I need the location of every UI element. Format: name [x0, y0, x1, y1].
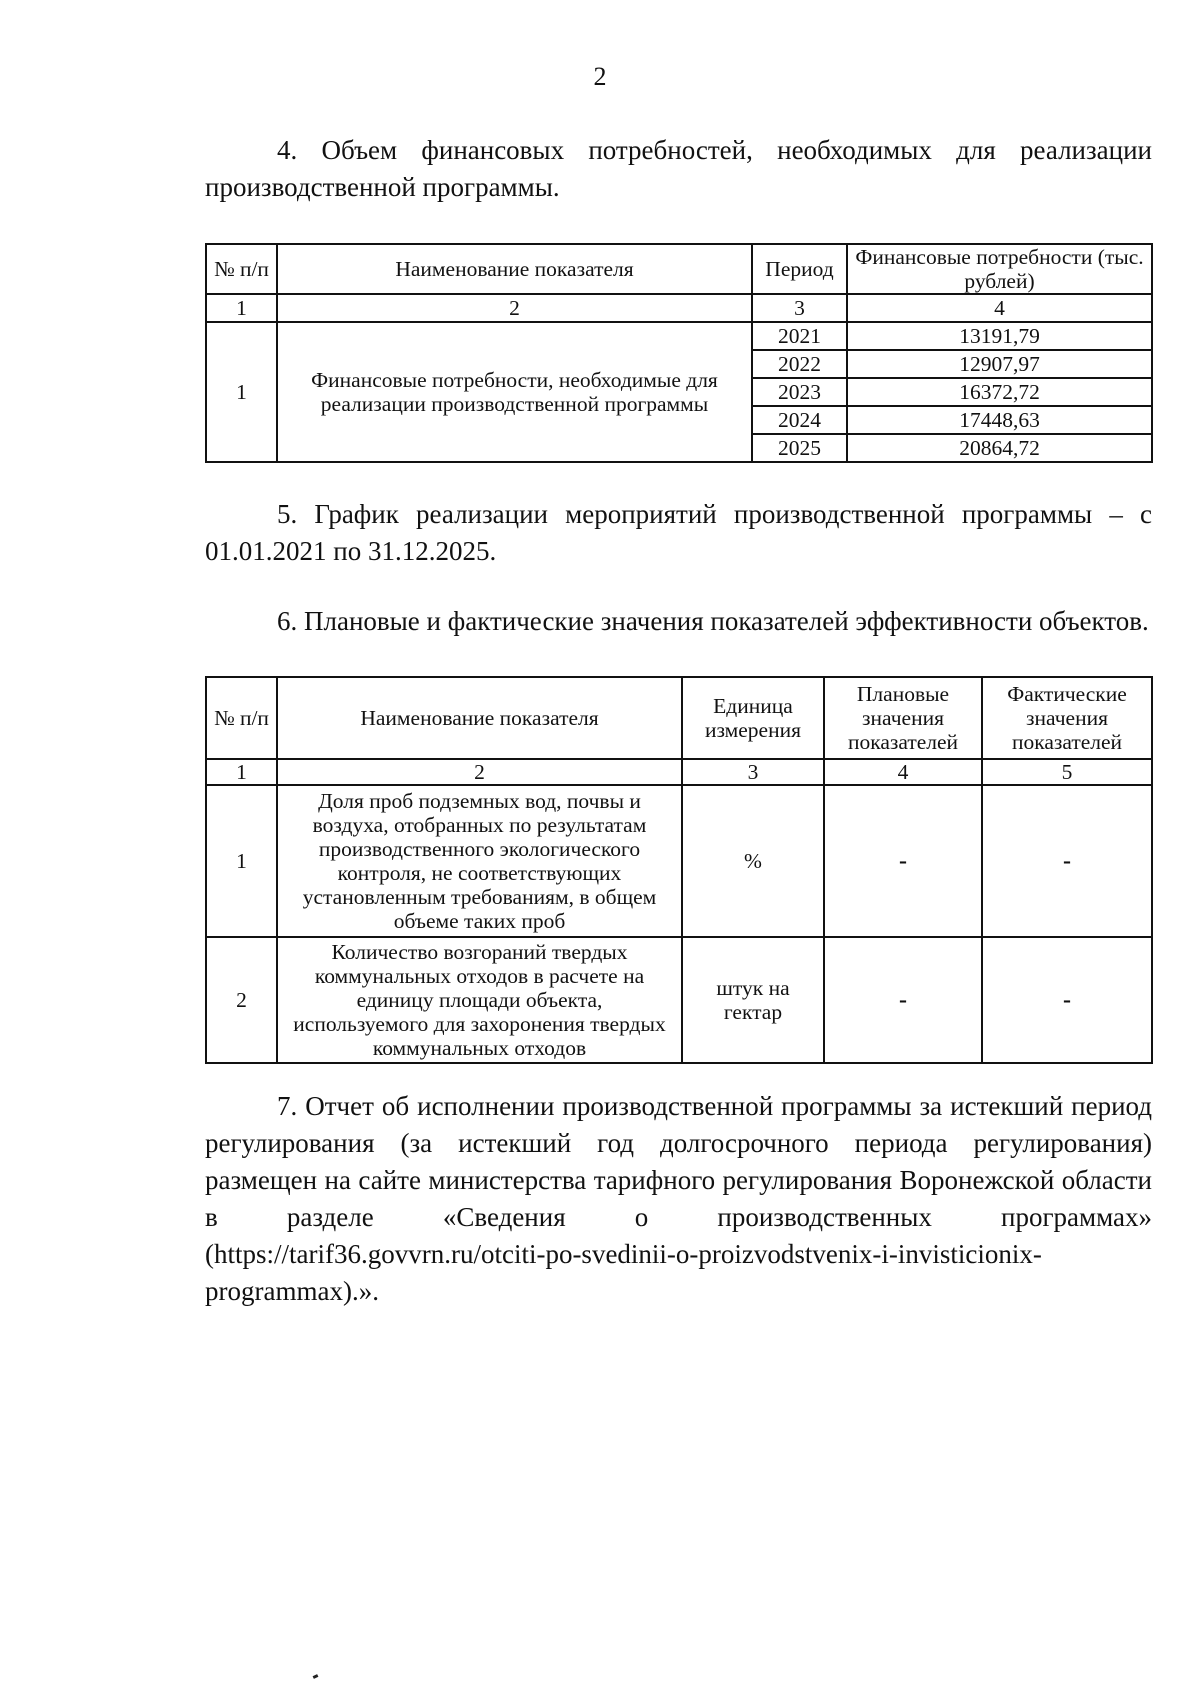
column-number: 1	[206, 759, 277, 785]
table-header-row	[206, 677, 1152, 759]
value-cell: 16372,72	[847, 378, 1152, 406]
period-cell: 2021	[752, 322, 847, 350]
period-cell: 2022	[752, 350, 847, 378]
column-number: 3	[682, 759, 824, 785]
section-5-paragraph	[205, 496, 1152, 570]
column-number: 1	[206, 294, 277, 322]
unit-cell: штук на гектар	[682, 937, 824, 1063]
actual-value: -	[982, 937, 1152, 1063]
value-cell: 12907,97	[847, 350, 1152, 378]
row-number: 1	[206, 322, 277, 462]
value-cell: 13191,79	[847, 322, 1152, 350]
section-6-paragraph	[205, 603, 1152, 640]
header-cell: Единица измерения	[682, 677, 824, 759]
header-cell: Наименование показателя	[277, 244, 752, 294]
section-7-paragraph	[205, 1088, 1152, 1310]
header-cell: Финансовые потребности (тыс. рублей)	[847, 244, 1152, 294]
value-cell: 20864,72	[847, 434, 1152, 462]
column-number-row	[206, 294, 1152, 322]
section-5-text: 5. График реализации мероприятий производственной программы – с 01.01.2021 по 31.12.2025.	[205, 499, 1152, 566]
section-4-text: 4. Объем финансовых потребностей, необходимых для реализации производственной программы.	[205, 135, 1152, 202]
column-number: 5	[982, 759, 1152, 785]
column-number: 3	[752, 294, 847, 322]
financial-needs-table	[205, 243, 1153, 463]
scan-mark	[313, 1674, 319, 1679]
section-4-paragraph	[205, 132, 1152, 206]
header-cell: Период	[752, 244, 847, 294]
column-number: 2	[277, 294, 752, 322]
header-cell: Фактические значения показателей	[982, 677, 1152, 759]
period-cell: 2024	[752, 406, 847, 434]
header-cell: Наименование показателя	[277, 677, 682, 759]
column-number: 4	[847, 294, 1152, 322]
planned-value: -	[824, 785, 982, 937]
column-number: 4	[824, 759, 982, 785]
period-cell: 2023	[752, 378, 847, 406]
indicator-name: Количество возгораний твердых коммунальных отходов в расчете на единицу площади объекта, используемого для захоронения твердых коммунальных отходов	[277, 937, 682, 1063]
unit-cell: %	[682, 785, 824, 937]
table-header-row	[206, 244, 1152, 294]
table-row	[206, 937, 1152, 1063]
column-number-row	[206, 759, 1152, 785]
value-cell: 17448,63	[847, 406, 1152, 434]
efficiency-indicators-table	[205, 676, 1153, 1064]
section-6-text: 6. Плановые и фактические значения показателей эффективности объектов.	[277, 606, 1149, 636]
header-cell: № п/п	[206, 244, 277, 294]
indicator-name: Доля проб подземных вод, почвы и воздуха, отобранных по результатам производственного экологического контроля, не соответствующих установленным требованиям, в общем объеме таких проб	[277, 785, 682, 937]
table-row	[206, 322, 1152, 350]
row-number: 1	[206, 785, 277, 937]
row-number: 2	[206, 937, 277, 1063]
period-cell: 2025	[752, 434, 847, 462]
header-cell: № п/п	[206, 677, 277, 759]
column-number: 2	[277, 759, 682, 785]
page-number: 2	[593, 62, 607, 91]
table-row	[206, 785, 1152, 937]
planned-value: -	[824, 937, 982, 1063]
actual-value: -	[982, 785, 1152, 937]
section-7-text: 7. Отчет об исполнении производственной программы за истекший период регулирования (за истекший год долгосрочного периода регулирования) размещен на сайте министерства тарифного регулирования Воронежской области в разделе «Сведения о производственных программах» (https://tarif36.govvrn.ru/otciti-po-svedinii-o-proizvodstvenix-i-invisticionix-programmax).».	[205, 1091, 1152, 1306]
header-cell: Плановые значения показателей	[824, 677, 982, 759]
indicator-name: Финансовые потребности, необходимые для реализации производственной программы	[277, 322, 752, 462]
